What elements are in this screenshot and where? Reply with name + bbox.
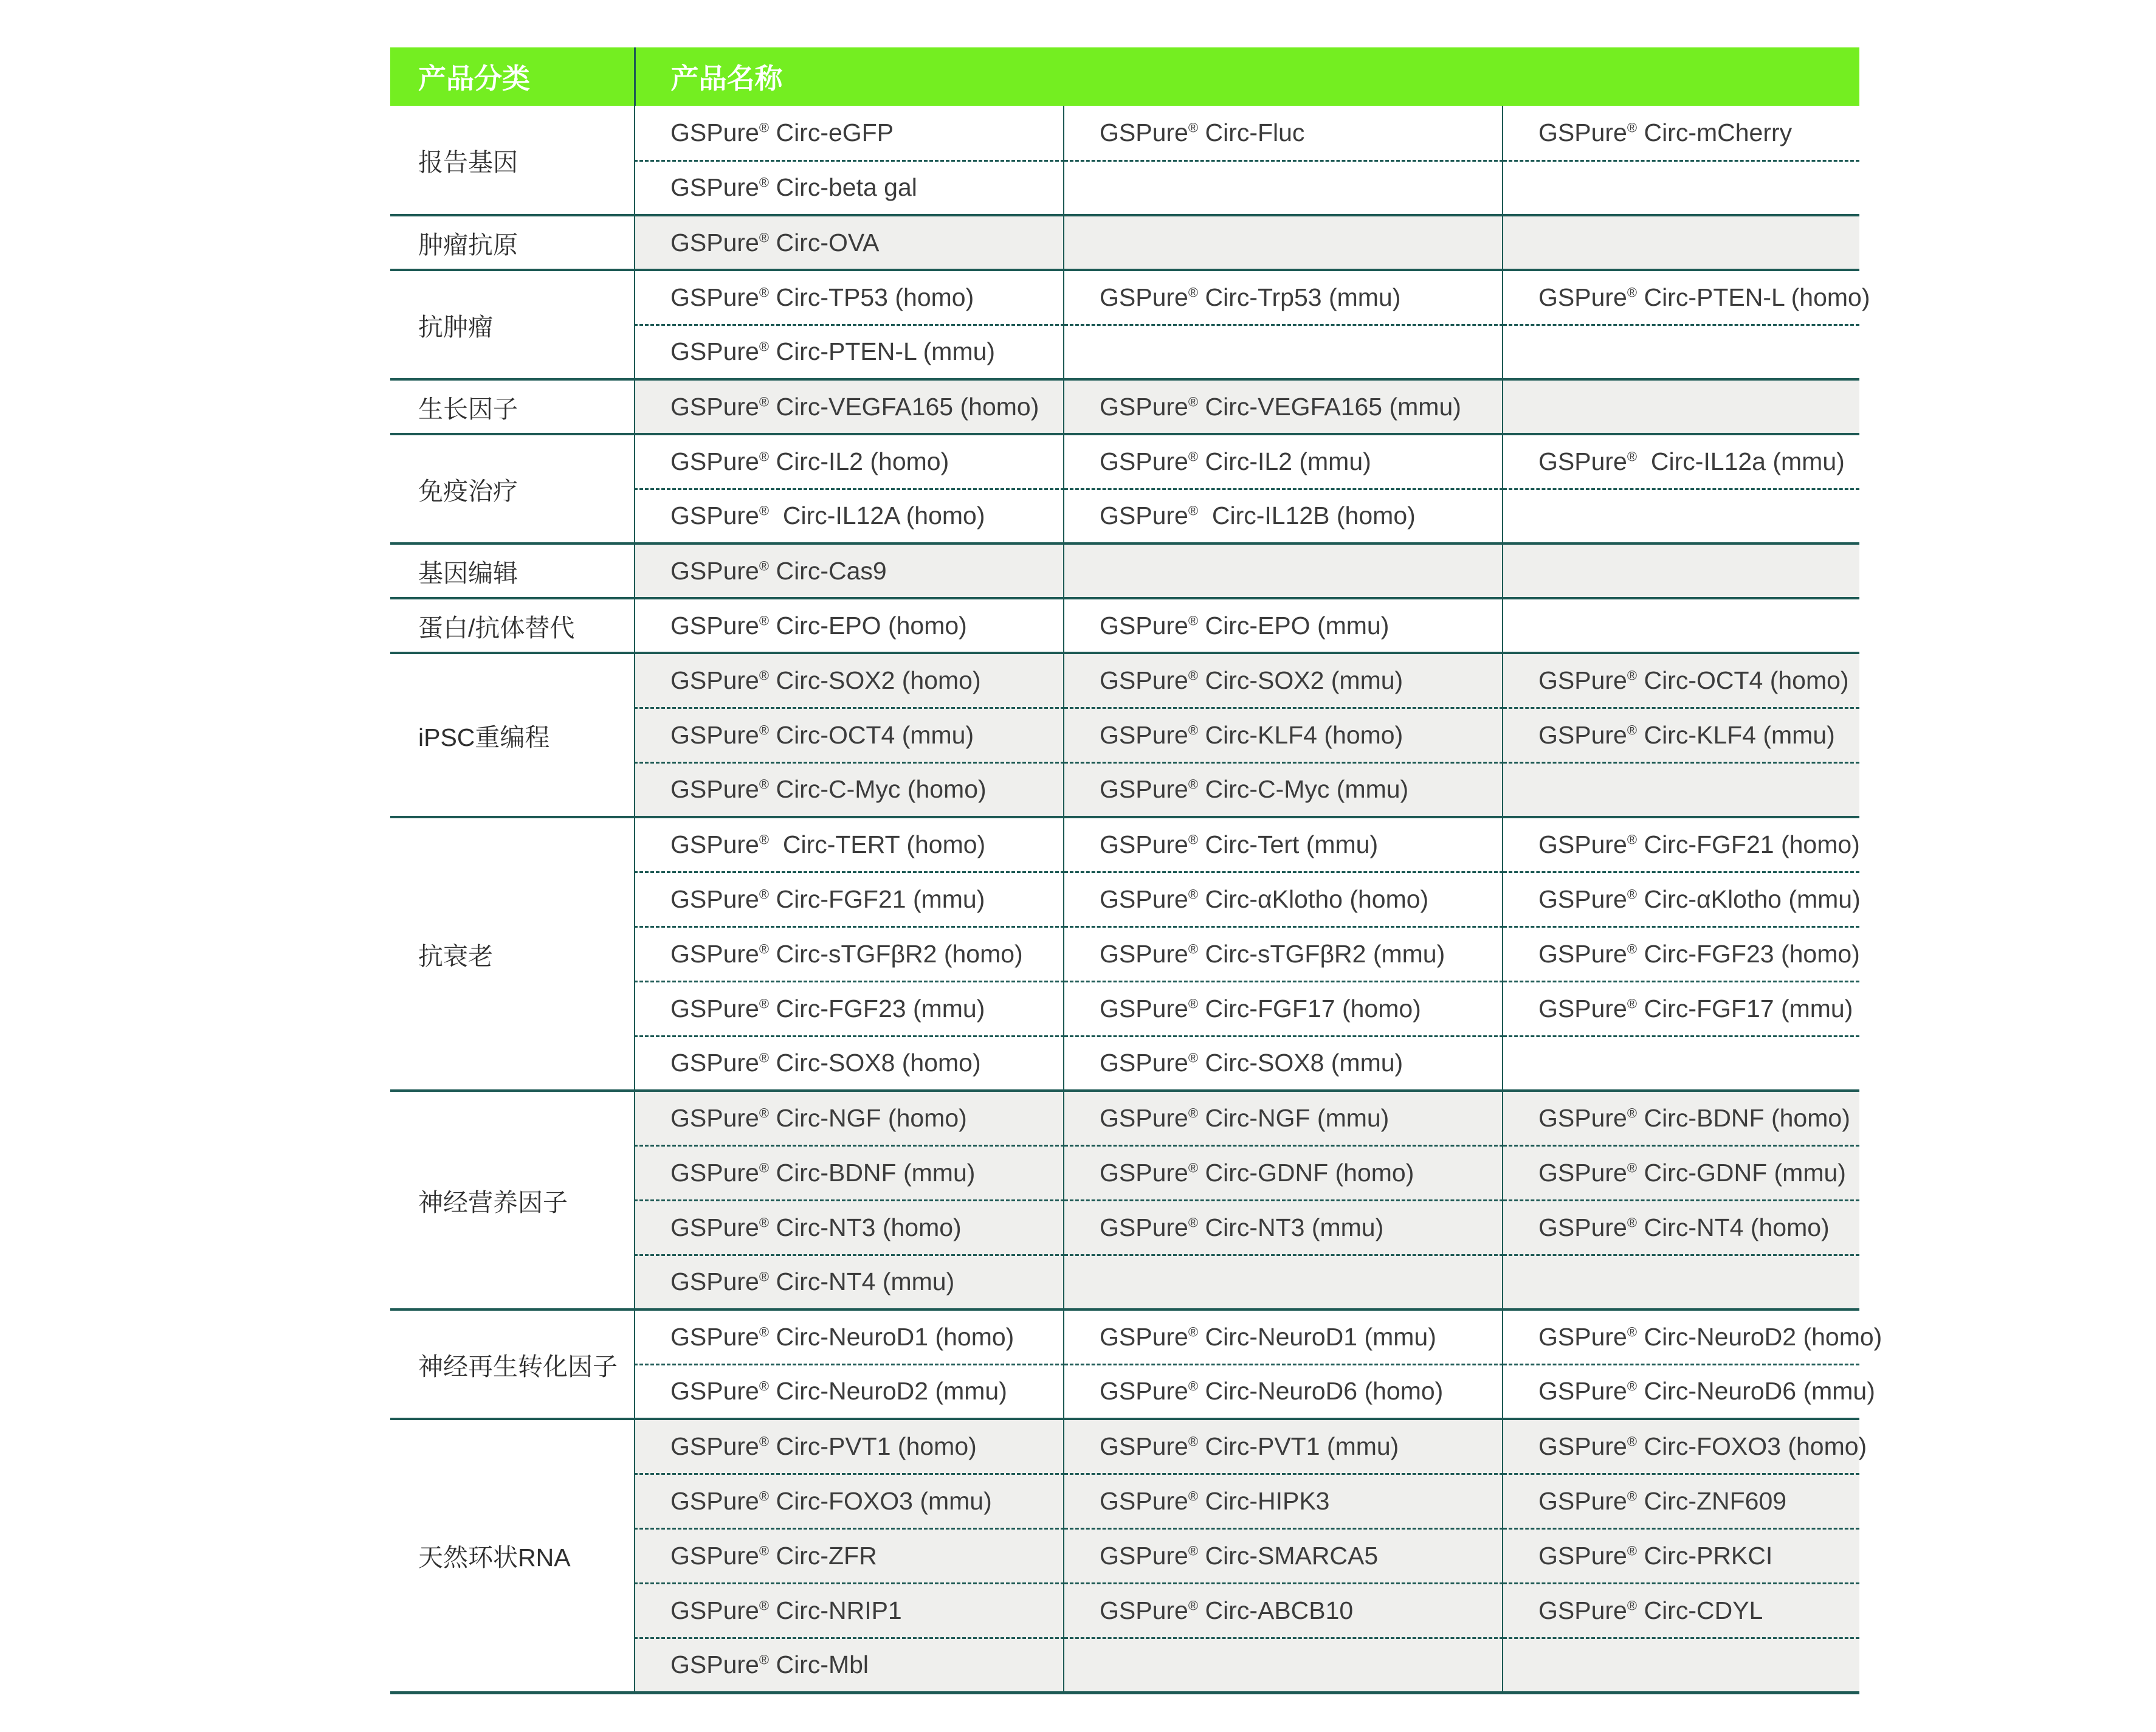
product-cell: GSPure® Circ-FOXO3 (mmu): [635, 1474, 1064, 1528]
category-cell: 生长因子: [390, 379, 635, 434]
registered-trademark-symbol: ®: [1627, 1434, 1638, 1449]
product-cell: GSPure® Circ-C-Myc (mmu): [1064, 762, 1503, 817]
registered-trademark-symbol: ®: [759, 940, 770, 956]
product-cell: GSPure® Circ-sTGFβR2 (homo): [635, 926, 1064, 981]
registered-trademark-symbol: ®: [759, 722, 770, 737]
table-row: [390, 1309, 1859, 1364]
table-row: [390, 379, 1859, 434]
product-cell: GSPure® Circ-OCT4 (mmu): [635, 708, 1064, 762]
product-cell: GSPure® Circ-C-Myc (homo): [635, 762, 1064, 817]
category-cell: 蛋白/抗体替代: [390, 598, 635, 653]
table-row: [390, 215, 1859, 270]
registered-trademark-symbol: ®: [1188, 1050, 1199, 1066]
category-cell: 神经营养因子: [390, 1091, 635, 1309]
product-cell: GSPure® Circ-IL12a (mmu): [1503, 434, 1859, 489]
product-cell: GSPure® Circ-ZFR: [635, 1528, 1064, 1583]
product-cell: GSPure® Circ-FGF23 (mmu): [635, 981, 1064, 1036]
registered-trademark-symbol: ®: [1188, 995, 1199, 1011]
registered-trademark-symbol: ®: [1188, 449, 1199, 464]
registered-trademark-symbol: ®: [759, 503, 770, 519]
registered-trademark-symbol: ®: [1627, 940, 1638, 956]
registered-trademark-symbol: ®: [1627, 1542, 1638, 1558]
registered-trademark-symbol: ®: [1627, 886, 1638, 902]
registered-trademark-symbol: ®: [1188, 1214, 1199, 1230]
empty-cell: [1503, 1255, 1859, 1309]
registered-trademark-symbol: ®: [1188, 1324, 1199, 1340]
registered-trademark-symbol: ®: [1627, 1105, 1638, 1121]
product-cell: GSPure® Circ-ABCB10: [1064, 1583, 1503, 1638]
registered-trademark-symbol: ®: [1627, 1324, 1638, 1340]
product-cell: GSPure® Circ-CDYL: [1503, 1583, 1859, 1638]
product-cell: GSPure® Circ-NT4 (mmu): [635, 1255, 1064, 1309]
product-cell: GSPure® Circ-Mbl: [635, 1638, 1064, 1692]
registered-trademark-symbol: ®: [759, 1652, 770, 1668]
table-body: [390, 106, 1882, 1692]
product-cell: GSPure® Circ-NGF (homo): [635, 1091, 1064, 1145]
empty-cell: [1503, 160, 1859, 215]
registered-trademark-symbol: ®: [759, 229, 770, 245]
registered-trademark-symbol: ®: [1627, 1214, 1638, 1230]
empty-cell: [1503, 489, 1859, 543]
product-cell: GSPure® Circ-NGF (mmu): [1064, 1091, 1503, 1145]
registered-trademark-symbol: ®: [1188, 1378, 1199, 1394]
empty-cell: [1064, 215, 1503, 270]
product-cell: GSPure® Circ-KLF4 (homo): [1064, 708, 1503, 762]
registered-trademark-symbol: ®: [1627, 120, 1638, 136]
table-row: [390, 1419, 1859, 1474]
registered-trademark-symbol: ®: [1627, 285, 1638, 300]
product-cell: GSPure® Circ-FGF23 (homo): [1503, 926, 1859, 981]
product-cell: GSPure® Circ-FGF21 (homo): [1503, 817, 1859, 872]
registered-trademark-symbol: ®: [759, 1105, 770, 1121]
product-cell: GSPure® Circ-HIPK3: [1064, 1474, 1503, 1528]
category-cell: 报告基因: [390, 106, 635, 215]
registered-trademark-symbol: ®: [1188, 285, 1199, 300]
registered-trademark-symbol: ®: [1188, 393, 1199, 409]
registered-trademark-symbol: ®: [1188, 1597, 1199, 1613]
product-cell: GSPure® Circ-PVT1 (homo): [635, 1419, 1064, 1474]
registered-trademark-symbol: ®: [759, 1269, 770, 1285]
registered-trademark-symbol: ®: [1627, 1597, 1638, 1613]
product-cell: GSPure® Circ-ZNF609: [1503, 1474, 1859, 1528]
registered-trademark-symbol: ®: [759, 995, 770, 1011]
table-row: [390, 543, 1859, 598]
product-cell: GSPure® Circ-VEGFA165 (homo): [635, 379, 1064, 434]
product-cell: GSPure® Circ-EPO (mmu): [1064, 598, 1503, 653]
product-cell: GSPure® Circ-sTGFβR2 (mmu): [1064, 926, 1503, 981]
product-cell: GSPure® Circ-BDNF (homo): [1503, 1091, 1859, 1145]
registered-trademark-symbol: ®: [759, 668, 770, 683]
empty-cell: [1503, 325, 1859, 379]
product-cell: GSPure® Circ-FGF17 (homo): [1064, 981, 1503, 1036]
registered-trademark-symbol: ®: [759, 1488, 770, 1503]
product-cell: GSPure® Circ-VEGFA165 (mmu): [1064, 379, 1503, 434]
product-cell: GSPure® Circ-IL2 (homo): [635, 434, 1064, 489]
registered-trademark-symbol: ®: [1627, 995, 1638, 1011]
product-cell: GSPure® Circ-NeuroD1 (mmu): [1064, 1309, 1503, 1364]
category-cell: 天然环状RNA: [390, 1419, 635, 1692]
registered-trademark-symbol: ®: [1627, 722, 1638, 737]
product-table: [390, 47, 1882, 1694]
product-cell: GSPure® Circ-OVA: [635, 215, 1064, 270]
registered-trademark-symbol: ®: [1627, 1488, 1638, 1503]
registered-trademark-symbol: ®: [1627, 832, 1638, 847]
product-cell: GSPure® Circ-FOXO3 (homo): [1503, 1419, 1859, 1474]
registered-trademark-symbol: ®: [759, 120, 770, 136]
empty-cell: [1064, 325, 1503, 379]
registered-trademark-symbol: ®: [759, 174, 770, 190]
product-cell: GSPure® Circ-TP53 (homo): [635, 270, 1064, 325]
product-cell: GSPure® Circ-SOX8 (homo): [635, 1036, 1064, 1091]
product-cell: GSPure® Circ-PTEN-L (mmu): [635, 325, 1064, 379]
empty-cell: [1503, 762, 1859, 817]
product-cell: GSPure® Circ-IL12B (homo): [1064, 489, 1503, 543]
registered-trademark-symbol: ®: [1627, 1159, 1638, 1175]
registered-trademark-symbol: ®: [1188, 886, 1199, 902]
registered-trademark-symbol: ®: [759, 1542, 770, 1558]
product-cell: GSPure® Circ-NeuroD2 (mmu): [635, 1364, 1064, 1419]
category-cell: 抗衰老: [390, 817, 635, 1091]
product-cell: GSPure® Circ-Fluc: [1064, 106, 1503, 160]
header-product-name: 产品名称: [635, 47, 1859, 106]
table-row: [390, 598, 1859, 653]
empty-cell: [1503, 1036, 1859, 1091]
registered-trademark-symbol: ®: [1188, 120, 1199, 136]
product-cell: GSPure® Circ-NeuroD6 (mmu): [1503, 1364, 1859, 1419]
registered-trademark-symbol: ®: [1627, 668, 1638, 683]
product-cell: GSPure® Circ-mCherry: [1503, 106, 1859, 160]
empty-cell: [1503, 598, 1859, 653]
product-cell: GSPure® Circ-Cas9: [635, 543, 1064, 598]
registered-trademark-symbol: ®: [1627, 1378, 1638, 1394]
registered-trademark-symbol: ®: [1188, 1159, 1199, 1175]
product-cell: GSPure® Circ-TERT (homo): [635, 817, 1064, 872]
registered-trademark-symbol: ®: [1627, 449, 1638, 464]
empty-cell: [1503, 1638, 1859, 1692]
product-cell: GSPure® Circ-Trp53 (mmu): [1064, 270, 1503, 325]
product-cell: GSPure® Circ-GDNF (mmu): [1503, 1145, 1859, 1200]
product-cell: GSPure® Circ-OCT4 (homo): [1503, 653, 1859, 708]
product-cell: GSPure® Circ-BDNF (mmu): [635, 1145, 1064, 1200]
registered-trademark-symbol: ®: [759, 612, 770, 628]
table-row: [390, 653, 1859, 708]
registered-trademark-symbol: ®: [759, 1378, 770, 1394]
product-cell: GSPure® Circ-NeuroD2 (homo): [1503, 1309, 1859, 1364]
registered-trademark-symbol: ®: [759, 1214, 770, 1230]
product-table-container: [390, 47, 1882, 1694]
registered-trademark-symbol: ®: [759, 1050, 770, 1066]
product-cell: GSPure® Circ-Tert (mmu): [1064, 817, 1503, 872]
registered-trademark-symbol: ®: [1188, 940, 1199, 956]
product-cell: GSPure® Circ-PRKCI: [1503, 1528, 1859, 1583]
product-cell: GSPure® Circ-eGFP: [635, 106, 1064, 160]
registered-trademark-symbol: ®: [759, 285, 770, 300]
category-cell: 免疫治疗: [390, 434, 635, 543]
registered-trademark-symbol: ®: [1188, 1434, 1199, 1449]
product-cell: GSPure® Circ-αKlotho (homo): [1064, 872, 1503, 926]
registered-trademark-symbol: ®: [759, 393, 770, 409]
registered-trademark-symbol: ®: [1188, 1488, 1199, 1503]
product-cell: GSPure® Circ-SMARCA5: [1064, 1528, 1503, 1583]
registered-trademark-symbol: ®: [759, 776, 770, 792]
category-cell: 神经再生转化因子: [390, 1309, 635, 1419]
registered-trademark-symbol: ®: [1188, 503, 1199, 519]
product-cell: GSPure® Circ-IL12A (homo): [635, 489, 1064, 543]
empty-cell: [1503, 379, 1859, 434]
product-cell: GSPure® Circ-FGF17 (mmu): [1503, 981, 1859, 1036]
category-cell: 抗肿瘤: [390, 270, 635, 379]
product-cell: GSPure® Circ-FGF21 (mmu): [635, 872, 1064, 926]
registered-trademark-symbol: ®: [1188, 668, 1199, 683]
product-cell: GSPure® Circ-αKlotho (mmu): [1503, 872, 1859, 926]
registered-trademark-symbol: ®: [759, 1324, 770, 1340]
registered-trademark-symbol: ®: [1188, 612, 1199, 628]
product-cell: GSPure® Circ-NeuroD1 (homo): [635, 1309, 1064, 1364]
product-cell: GSPure® Circ-PVT1 (mmu): [1064, 1419, 1503, 1474]
product-cell: GSPure® Circ-beta gal: [635, 160, 1064, 215]
product-cell: GSPure® Circ-GDNF (homo): [1064, 1145, 1503, 1200]
product-cell: GSPure® Circ-SOX2 (mmu): [1064, 653, 1503, 708]
product-cell: GSPure® Circ-NT4 (homo): [1503, 1200, 1859, 1255]
empty-cell: [1064, 160, 1503, 215]
registered-trademark-symbol: ®: [1188, 1105, 1199, 1121]
registered-trademark-symbol: ®: [1188, 1542, 1199, 1558]
product-cell: GSPure® Circ-PTEN-L (homo): [1503, 270, 1859, 325]
product-cell: GSPure® Circ-KLF4 (mmu): [1503, 708, 1859, 762]
empty-cell: [1503, 215, 1859, 270]
product-cell: GSPure® Circ-NeuroD6 (homo): [1064, 1364, 1503, 1419]
header-category: 产品分类: [390, 47, 635, 106]
product-cell: GSPure® Circ-SOX2 (homo): [635, 653, 1064, 708]
category-cell: 肿瘤抗原: [390, 215, 635, 270]
category-cell: 基因编辑: [390, 543, 635, 598]
registered-trademark-symbol: ®: [759, 886, 770, 902]
product-cell: GSPure® Circ-EPO (homo): [635, 598, 1064, 653]
registered-trademark-symbol: ®: [1188, 776, 1199, 792]
registered-trademark-symbol: ®: [759, 1159, 770, 1175]
registered-trademark-symbol: ®: [759, 339, 770, 354]
product-cell: GSPure® Circ-NT3 (homo): [635, 1200, 1064, 1255]
registered-trademark-symbol: ®: [759, 449, 770, 464]
table-row: [390, 434, 1859, 489]
registered-trademark-symbol: ®: [1188, 832, 1199, 847]
registered-trademark-symbol: ®: [759, 832, 770, 847]
product-cell: GSPure® Circ-SOX8 (mmu): [1064, 1036, 1503, 1091]
registered-trademark-symbol: ®: [1188, 722, 1199, 737]
product-cell: GSPure® Circ-NRIP1: [635, 1583, 1064, 1638]
registered-trademark-symbol: ®: [759, 1597, 770, 1613]
empty-cell: [1064, 1255, 1503, 1309]
registered-trademark-symbol: ®: [759, 1434, 770, 1449]
empty-cell: [1064, 543, 1503, 598]
product-cell: GSPure® Circ-IL2 (mmu): [1064, 434, 1503, 489]
header-row: [390, 47, 1859, 106]
registered-trademark-symbol: ®: [759, 557, 770, 573]
table-row: [390, 1091, 1859, 1145]
empty-cell: [1503, 543, 1859, 598]
product-cell: GSPure® Circ-NT3 (mmu): [1064, 1200, 1503, 1255]
table-row: [390, 817, 1859, 872]
category-cell: iPSC重编程: [390, 653, 635, 817]
table-row: [390, 270, 1859, 325]
table-row: [390, 106, 1859, 160]
empty-cell: [1064, 1638, 1503, 1692]
